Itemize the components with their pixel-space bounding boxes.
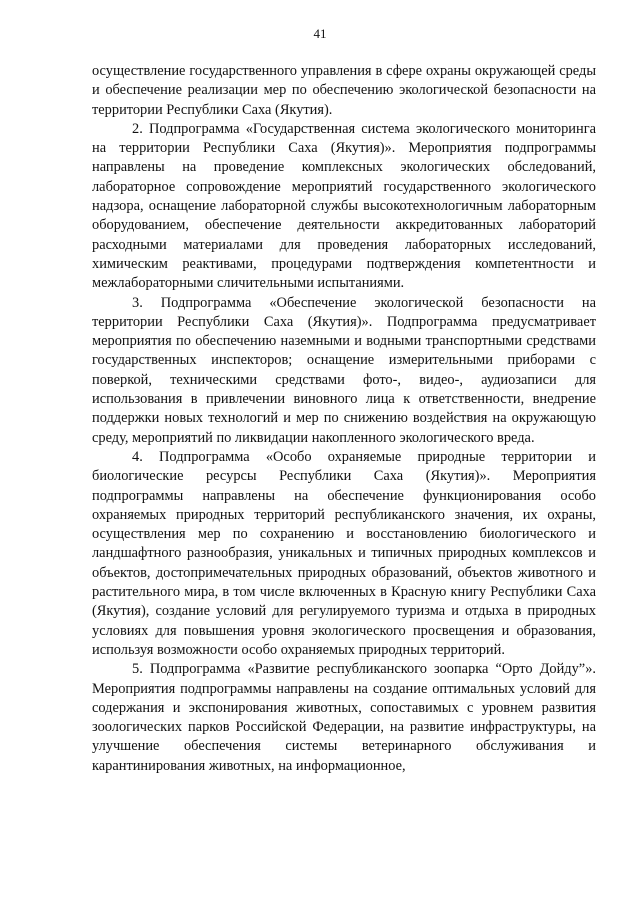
- document-body: [92, 62, 596, 776]
- paragraph-subprogram-4: 4. Подпрограмма «Особо охраняемые природные территории и биологические ресурсы Республики Саха (Якутия)». Мероприятия подпрограммы направлены на обеспечение функционирования особо охраняемых природных территорий республиканского значения, их охраны, осуществления мер по сохранению и восстановлению биологического и ландшафтного разнообразия, уникальных и типичных природных комплексов и объектов, достопримечательных природных образований, объектов животного и растительного мира, в том числе включенных в Красную книгу Республики Саха (Якутия), создание условий для регулируемого туризма и отдыха в природных условиях для повышения уровня экологического просвещения и образования, используя возможности особо охраняемых природных территорий.: [92, 448, 596, 658]
- paragraph-subprogram-3: 3. Подпрограмма «Обеспечение экологической безопасности на территории Республики Саха (Якутия)». Подпрограмма предусматривает мероприятия по обеспечению наземными и водными транспортными средствами государственных инспекторов; оснащение измерительными приборами с поверкой, техническими средствами фото-, видео-, аудиозаписи для использования в привлечении виновного лица к ответственности, внедрение поддержки новых технологий и мер по снижению воздействия на окружающую среду, мероприятий по ликвидации накопленного экологического вреда.: [92, 294, 596, 446]
- page-number: 41: [313, 26, 327, 41]
- paragraph-subprogram-2: 2. Подпрограмма «Государственная система экологического мониторинга на территории Республики Саха (Якутия)». Мероприятия подпрограммы направлены на проведение комплексных экологических обследований, лабораторное сопровождение мероприятий государственного экологического надзора, оснащение лабораторной службы высокотехнологичным лабораторным оборудованием, обеспечение деятельности аккредитованных лабораторий расходными материалами для проведения лабораторных исследований, химическим реактивами, процедурами подтверждения компетентности и межлабораторными сличительными испытаниями.: [92, 120, 596, 292]
- paragraph-subprogram-5: 5. Подпрограмма «Развитие республиканского зоопарка “Орто Дойду”». Мероприятия подпрограммы направлены на создание оптимальных условий для содержания и экспонирования животных, сопоставимых с уровнем развития зоологических парков Российской Федерации, на развитие инфраструктуры, на улучшение обеспечения системы ветеринарного обслуживания и карантинирования животных, на информационное,: [92, 661, 596, 774]
- paragraph-continuation: осуществление государственного управления в сфере охраны окружающей среды и обеспечение реализации мер по обеспечению экологической безопасности на территории Республики Саха (Якутия).: [92, 63, 596, 118]
